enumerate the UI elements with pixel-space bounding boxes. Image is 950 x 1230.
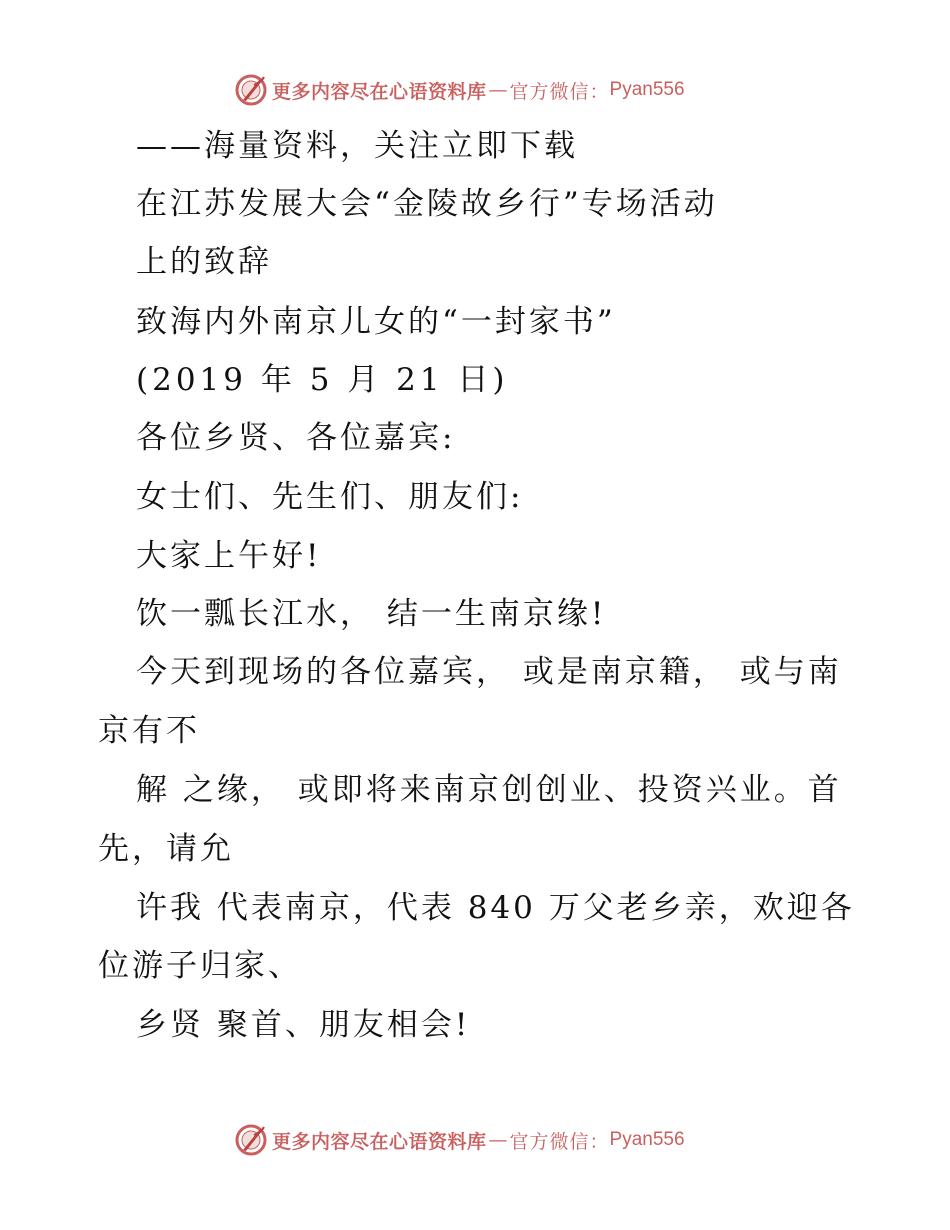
doc-line: 女士们、先生们、朋友们: [136,479,524,515]
banner-dash: — [488,79,508,101]
footer-banner [234,1123,685,1157]
doc-line: 许我 代表南京，代表 840 万父老乡亲，欢迎各 [136,890,855,926]
doc-line: 上的致辞 [136,244,272,280]
doc-line: 先，请允 [98,831,234,867]
doc-line: 乡贤 聚首、朋友相会! [136,1007,471,1043]
doc-line: 解 之缘， 或即将来南京创创业、投资兴业。首 [136,772,842,808]
doc-date: (2019 年 5 月 21 日) [136,362,509,398]
doc-line: 位游子归家、 [98,948,302,984]
doc-line: 致海内外南京儿女的“一封家书” [136,304,616,340]
feather-pen-seal-icon [234,1123,268,1157]
doc-line: ——海量资料，关注立即下载 [136,128,578,164]
doc-line: 京有不 [98,713,200,749]
banner-dash: — [488,1129,508,1151]
doc-line: 在江苏发展大会“金陵故乡行”专场活动 [136,186,718,222]
doc-line: 大家上午好! [136,538,322,574]
banner-title: 更多内容尽在心语资料库 [272,1130,487,1153]
doc-line: 今天到现场的各位嘉宾， 或是南京籍， 或与南 [136,654,842,690]
banner-title: 更多内容尽在心语资料库 [272,80,487,103]
header-banner [234,73,685,107]
banner-wechat-label: 官方微信： [509,80,610,103]
doc-line: 饮一瓢长江水， 结一生南京缘! [136,596,607,632]
banner-wechat-id: Pyan556 [609,79,685,100]
doc-line: 各位乡贤、各位嘉宾: [136,420,456,456]
feather-pen-seal-icon [234,73,268,107]
banner-wechat-id: Pyan556 [609,1129,685,1150]
banner-wechat-label: 官方微信： [509,1130,610,1153]
